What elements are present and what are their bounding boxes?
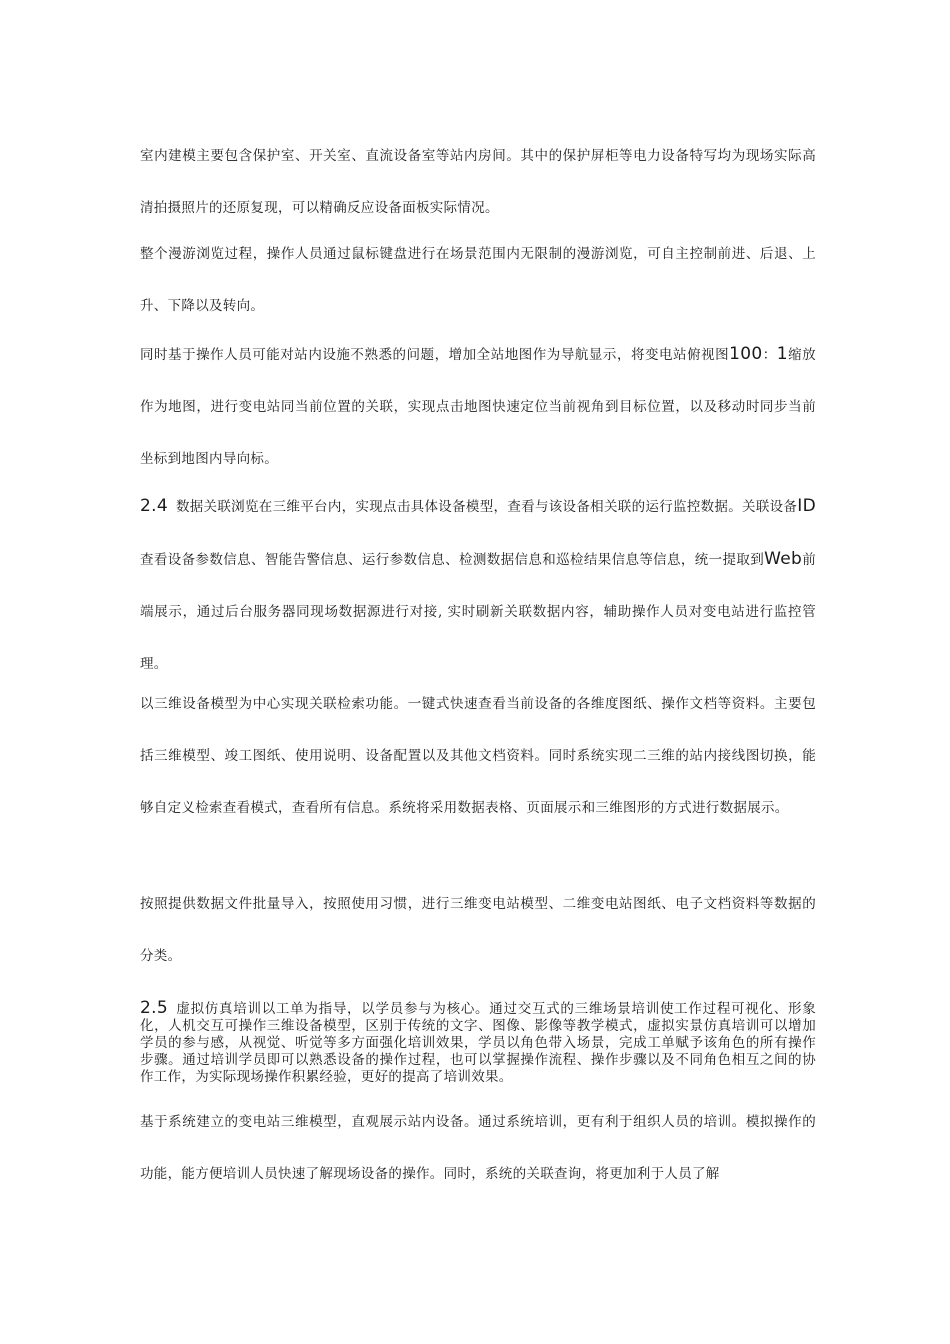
scale-number: 1: [776, 344, 788, 364]
paragraph-indoor-modeling: 室内建模主要包含保护室、开关室、直流设备室等站内房间。其中的保护屏柜等电力设备特写均为现场实际高清拍摄照片的还原复现，可以精确反应设备面板实际情况。: [140, 148, 816, 216]
scale-number: 100: [729, 344, 763, 364]
paragraph-training-benefits: 基于系统建立的变电站三维模型，直观展示站内设备。通过系统培训，更有利于组织人员的培训。模拟操作的功能，能方便培训人员快速了解现场设备的操作。同时，系统的关联查询，将更加利于人员了解: [140, 1114, 816, 1182]
paragraph-site-map: 同时基于操作人员可能对站内设施不熟悉的问题，增加全站地图作为导航显示，将变电站俯视图100：1缩放作为地图，进行变电站同当前位置的关联，实现点击地图快速定位当前视角到目标位置，以及移动时同步当前坐标到地图内导向标。: [140, 344, 816, 467]
section-2-4-data-browsing: 2.4 数据关联浏览在三维平台内，实现点击具体设备模型，查看与该设备相关联的运行监控数据。关联设备ID查看设备参数信息、智能告警信息、运行参数信息、检测数据信息和巡检结果信息等信息，统一提取到Web前端展示，通过后台服务器同现场数据源进行对接, 实时刷新关联数据内容，辅助操作人员对变电站进行监控管理。: [140, 496, 816, 672]
paragraph-related-search: 以三维设备模型为中心实现关联检索功能。一键式快速查看当前设备的各维度图纸、操作文档等资料。主要包括三维模型、竣工图纸、使用说明、设备配置以及其他文档资料。同时系统实现二三维的站内接线图切换，能够自定义检索查看模式，查看所有信息。系统将采用数据表格、页面展示和三维图形的方式进行数据展示。: [140, 696, 816, 816]
paragraph-roaming: 整个漫游浏览过程，操作人员通过鼠标键盘进行在场景范围内无限制的漫游浏览，可自主控制前进、后退、上升、下降以及转向。: [140, 246, 816, 314]
section-number: 2.5: [140, 998, 168, 1018]
section-number: 2.4: [140, 496, 168, 516]
paragraph-data-import: 按照提供数据文件批量导入，按照使用习惯，进行三维变电站模型、二维变电站图纸、电子文档资料等数据的分类。: [140, 896, 816, 964]
section-2-5-virtual-training: 2.5 虚拟仿真培训以工单为指导，以学员参与为核心。通过交互式的三维场景培训使工作过程可视化、形象化，人机交互可操作三维设备模型，区别于传统的文字、图像、影像等教学模式，虚拟实景仿真培训可以增加学员的参与感，从视觉、听觉等多方面强化培训效果，学员以角色带入场景，完成工单赋予该角色的所有操作步骤。通过培训学员即可以熟悉设备的操作过程，也可以掌握操作流程、操作步骤以及不同角色相互之间的协作工作，为实际现场操作积累经验，更好的提高了培训效果。: [140, 998, 816, 1085]
